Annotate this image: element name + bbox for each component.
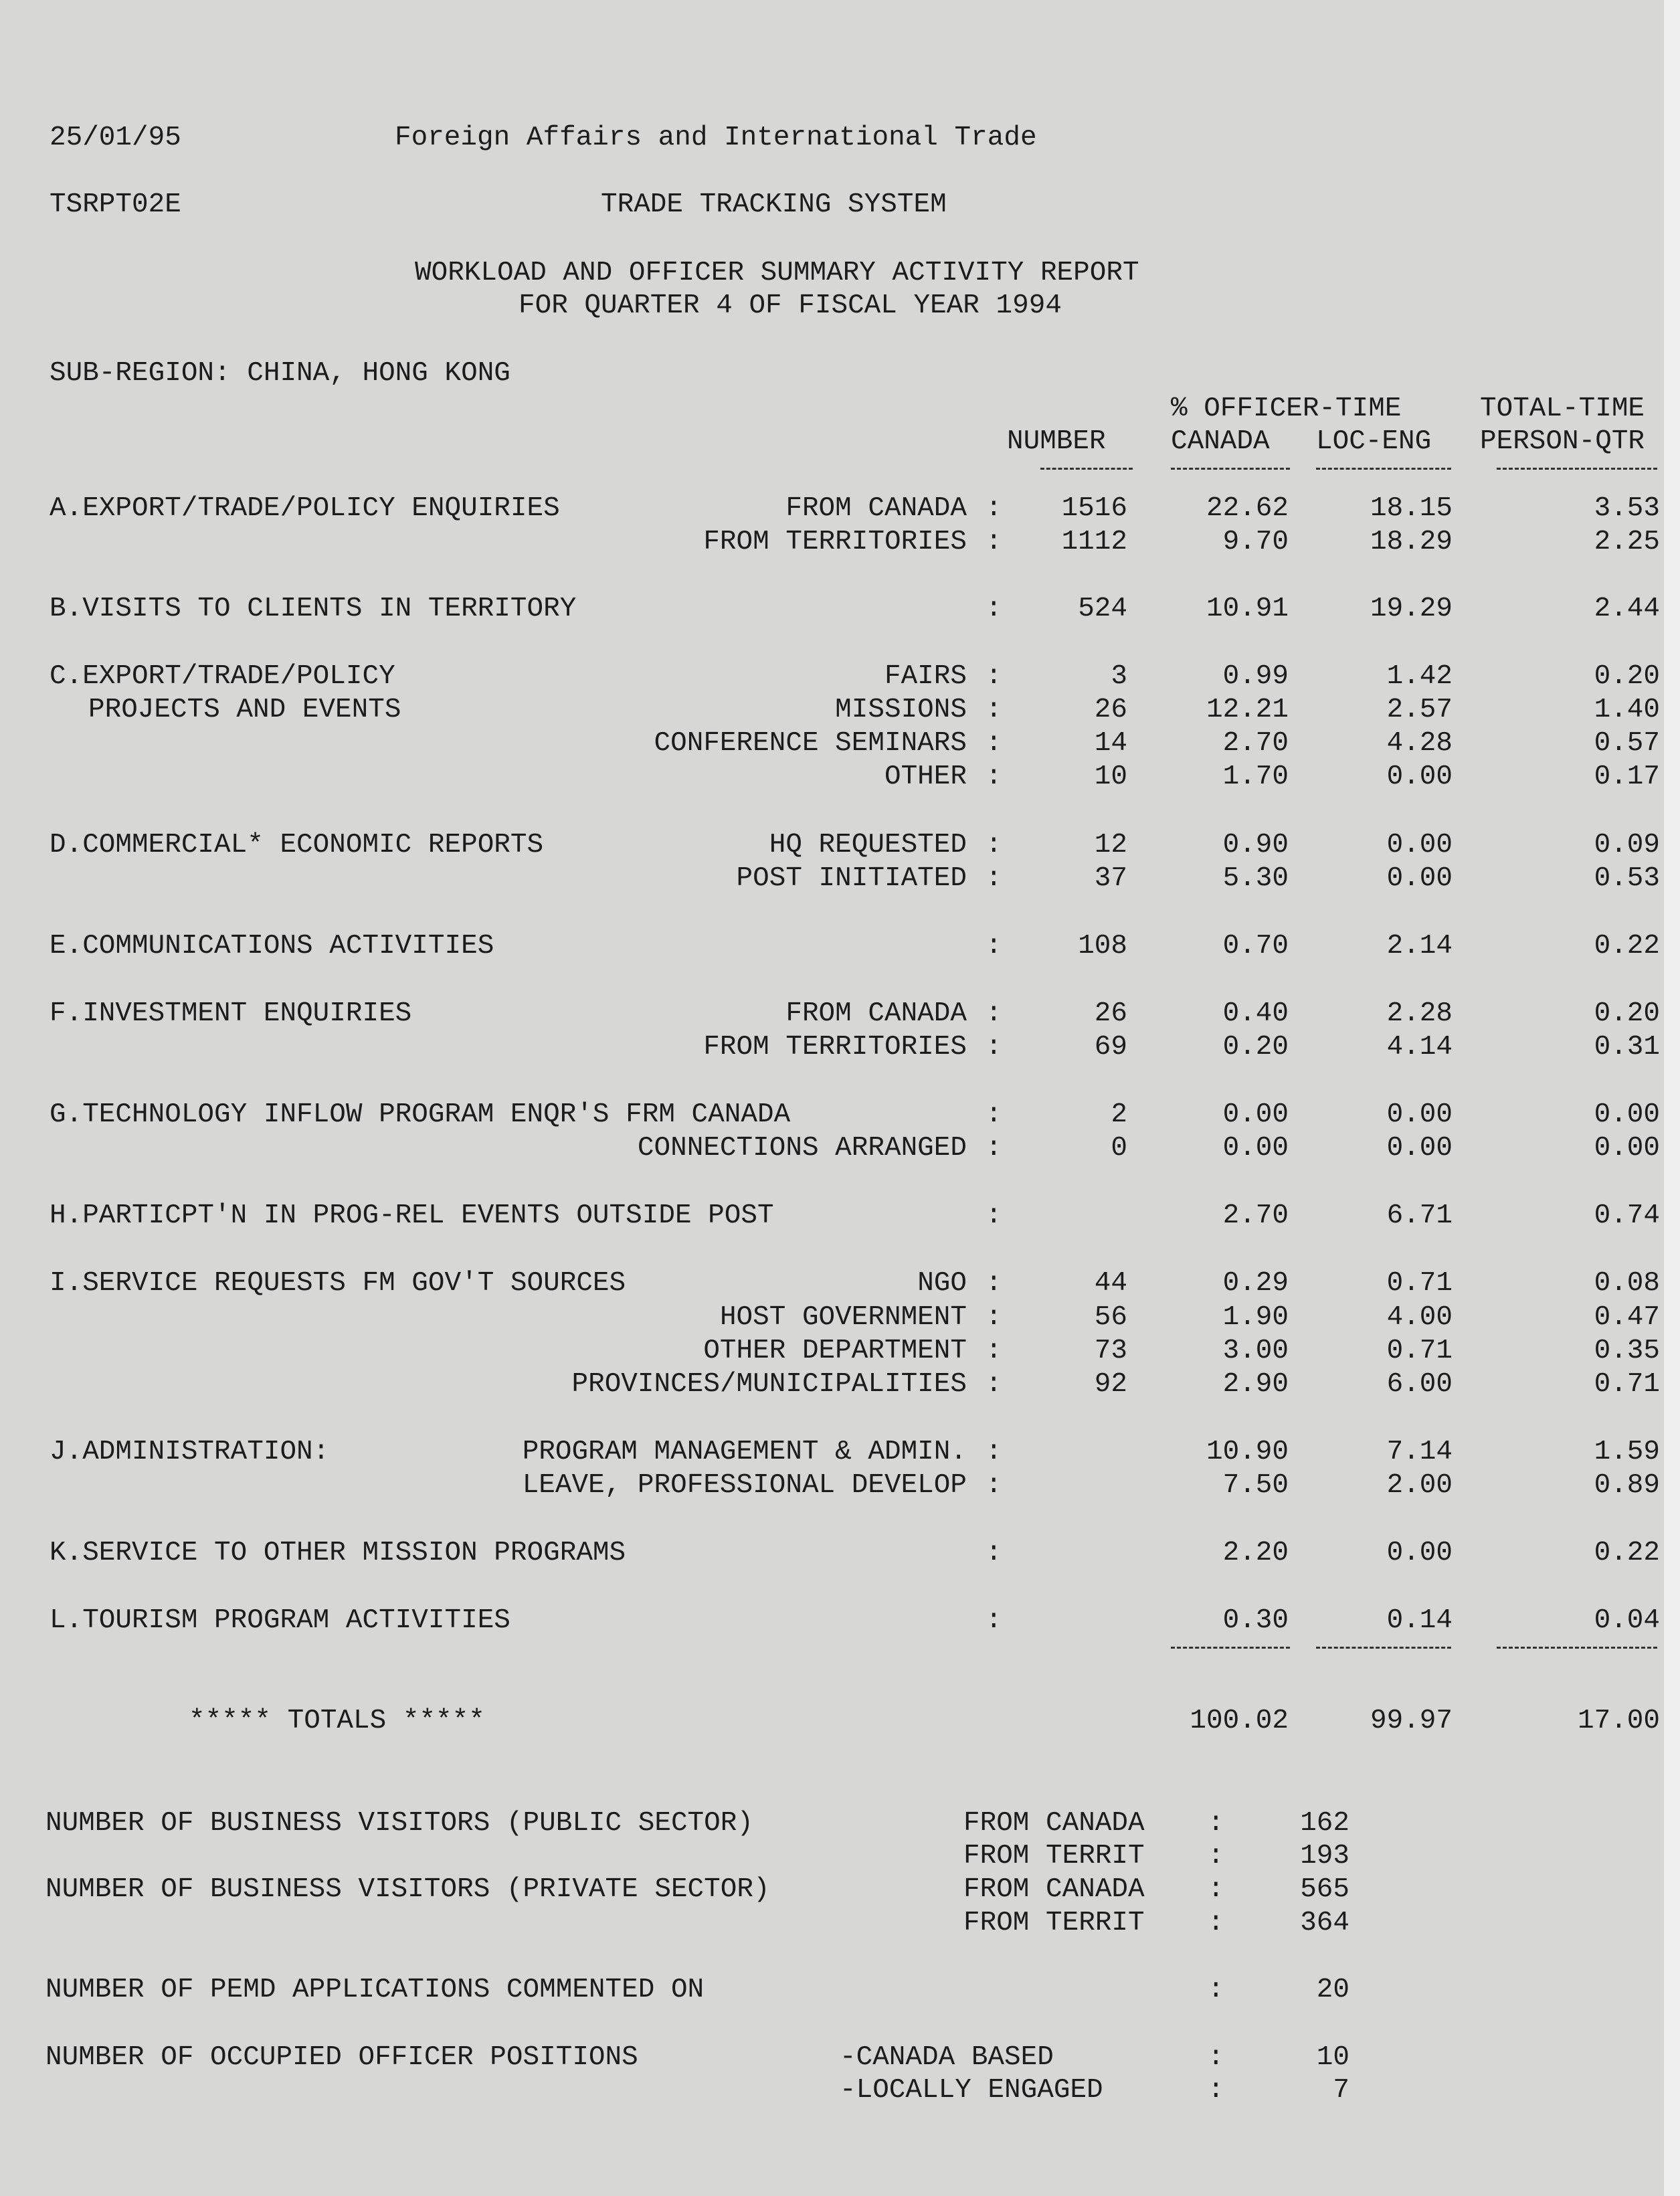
row-colon: : xyxy=(986,1200,1002,1231)
table-row xyxy=(0,492,1680,525)
loc-eng-cell: 0.71 xyxy=(1386,1268,1453,1299)
canada-cell: 12.21 xyxy=(1206,695,1289,725)
loc-eng-cell: 4.14 xyxy=(1386,1032,1453,1063)
canada-cell: 0.99 xyxy=(1222,661,1289,692)
loc-eng-cell: 0.00 xyxy=(1386,761,1453,792)
person-qtr-cell: 3.53 xyxy=(1594,493,1660,524)
canada-based-value: 10 xyxy=(1316,2042,1349,2073)
number-cell: 10 xyxy=(1094,761,1127,792)
canada-cell: 1.90 xyxy=(1222,1302,1289,1333)
number-cell: 26 xyxy=(1094,695,1127,725)
loc-eng-cell: 6.71 xyxy=(1386,1200,1453,1231)
row-label: E.COMMUNICATIONS ACTIVITIES xyxy=(50,931,494,962)
from-territ-label: FROM TERRIT xyxy=(963,1841,1145,1871)
row-sublabel: HQ REQUESTED xyxy=(769,830,967,860)
table-row xyxy=(0,997,1680,1030)
canada-cell: 1.70 xyxy=(1222,761,1289,792)
person-qtr-cell: 2.44 xyxy=(1594,593,1660,624)
person-qtr-cell: 0.31 xyxy=(1594,1032,1660,1063)
canada-cell: 0.30 xyxy=(1222,1605,1289,1636)
row-label: PROJECTS AND EVENTS xyxy=(88,695,401,725)
totals-label: ***** TOTALS ***** xyxy=(189,1706,485,1736)
loc-eng-cell: 4.28 xyxy=(1386,728,1453,759)
row-colon: : xyxy=(986,1437,1002,1467)
canada-cell: 10.91 xyxy=(1206,593,1289,624)
row-sublabel: MISSIONS xyxy=(835,695,967,725)
column-header-row-2 xyxy=(0,425,1680,458)
table-row xyxy=(0,1368,1680,1401)
row-colon: : xyxy=(986,1032,1002,1063)
table-row xyxy=(0,592,1680,626)
person-qtr-cell: 0.22 xyxy=(1594,1538,1660,1568)
footer-colon: : xyxy=(1208,1841,1224,1871)
row-label: D.COMMERCIAL* ECONOMIC REPORTS xyxy=(50,830,544,860)
person-qtr-cell: 0.57 xyxy=(1594,728,1660,759)
person-qtr-cell: 0.17 xyxy=(1594,761,1660,792)
row-sublabel: FROM TERRITORIES xyxy=(703,1032,967,1063)
row-colon: : xyxy=(986,1302,1002,1333)
person-qtr-cell: 0.22 xyxy=(1594,931,1660,962)
number-cell: 1516 xyxy=(1061,493,1127,524)
table-row xyxy=(0,1267,1680,1300)
table-row xyxy=(0,929,1680,963)
row-colon: : xyxy=(986,1133,1002,1164)
row-colon: : xyxy=(986,830,1002,860)
loc-eng-cell: 18.29 xyxy=(1370,527,1453,557)
row-colon: : xyxy=(986,1268,1002,1299)
locally-engaged-label: -LOCALLY ENGAGED xyxy=(840,2075,1103,2106)
row-colon: : xyxy=(986,998,1002,1029)
number-cell: 524 xyxy=(1078,593,1127,624)
loc-eng-cell: 2.14 xyxy=(1386,931,1453,962)
row-colon: : xyxy=(986,863,1002,894)
header-line-1 xyxy=(0,121,1680,155)
canada-cell: 0.20 xyxy=(1222,1032,1289,1063)
row-sublabel: NGO xyxy=(917,1268,967,1299)
row-label: J.ADMINISTRATION: xyxy=(50,1437,330,1467)
canada-underline xyxy=(1171,468,1290,470)
canada-cell: 2.90 xyxy=(1222,1369,1289,1400)
total-time-header: TOTAL-TIME xyxy=(1480,393,1645,424)
row-label: G.TECHNOLOGY INFLOW PROGRAM ENQR'S FRM CANADA xyxy=(50,1099,791,1130)
public-visitors-label: NUMBER OF BUSINESS VISITORS (PUBLIC SECTOR) xyxy=(45,1808,753,1839)
row-sublabel: POST INITIATED xyxy=(736,863,967,894)
person-qtr-cell: 2.25 xyxy=(1594,527,1660,557)
loc-eng-cell: 6.00 xyxy=(1386,1369,1453,1400)
canada-cell: 10.90 xyxy=(1206,1437,1289,1467)
row-colon: : xyxy=(986,1369,1002,1400)
number-underline xyxy=(1040,468,1133,470)
table-row xyxy=(0,660,1680,693)
loc-eng-cell: 0.71 xyxy=(1386,1336,1453,1366)
column-header-underline xyxy=(0,458,1680,492)
totals-row xyxy=(0,1704,1680,1738)
person-qtr-cell: 0.35 xyxy=(1594,1336,1660,1366)
canada-total: 100.02 xyxy=(1190,1706,1289,1736)
subregion-line xyxy=(0,357,1680,390)
canada-based-label: -CANADA BASED xyxy=(840,2042,1054,2073)
table-row xyxy=(0,828,1680,862)
row-colon: : xyxy=(986,1605,1002,1636)
number-cell: 3 xyxy=(1111,661,1127,692)
canada-cell: 22.62 xyxy=(1206,493,1289,524)
private-visitors-label: NUMBER OF BUSINESS VISITORS (PRIVATE SECTOR) xyxy=(45,1874,770,1905)
loc-eng-header: LOC-ENG xyxy=(1316,426,1432,457)
row-sublabel: OTHER xyxy=(884,761,967,792)
person-qtr-cell: 0.53 xyxy=(1594,863,1660,894)
subregion: SUB-REGION: CHINA, HONG KONG xyxy=(50,358,510,389)
private-from-territ-value: 364 xyxy=(1300,1908,1349,1938)
person-qtr-cell: 0.74 xyxy=(1594,1200,1660,1231)
canada-cell: 3.00 xyxy=(1222,1336,1289,1366)
row-colon: : xyxy=(986,661,1002,692)
person-qtr-cell: 0.20 xyxy=(1594,661,1660,692)
row-label: I.SERVICE REQUESTS FM GOV'T SOURCES xyxy=(50,1268,626,1299)
number-cell: 12 xyxy=(1094,830,1127,860)
public-from-canada-value: 162 xyxy=(1300,1808,1349,1839)
footer-colon: : xyxy=(1208,2042,1224,2073)
person-qtr-total-rule xyxy=(1497,1647,1657,1649)
row-sublabel: PROVINCES/MUNICIPALITIES xyxy=(571,1369,967,1400)
row-colon: : xyxy=(986,1336,1002,1366)
pemd-label: NUMBER OF PEMD APPLICATIONS COMMENTED ON xyxy=(45,1975,705,2005)
person-qtr-cell: 0.08 xyxy=(1594,1268,1660,1299)
from-territ-label: FROM TERRIT xyxy=(963,1908,1145,1938)
private-visitors-row xyxy=(0,1873,1680,1906)
person-qtr-underline xyxy=(1497,468,1657,470)
person-qtr-cell: 0.04 xyxy=(1594,1605,1660,1636)
loc-eng-cell: 18.15 xyxy=(1370,493,1453,524)
row-colon: : xyxy=(986,931,1002,962)
table-row xyxy=(0,1334,1680,1368)
canada-cell: 2.70 xyxy=(1222,728,1289,759)
report-date: 25/01/95 xyxy=(50,122,181,153)
from-canada-label: FROM CANADA xyxy=(963,1874,1145,1905)
from-canada-label: FROM CANADA xyxy=(963,1808,1145,1839)
row-colon: : xyxy=(986,695,1002,725)
row-label: H.PARTICPT'N IN PROG-REL EVENTS OUTSIDE POST xyxy=(50,1200,774,1231)
number-cell: 69 xyxy=(1094,1032,1127,1063)
person-qtr-total: 17.00 xyxy=(1577,1706,1660,1736)
canada-cell: 0.29 xyxy=(1222,1268,1289,1299)
row-colon: : xyxy=(986,527,1002,557)
loc-eng-total: 99.97 xyxy=(1370,1706,1453,1736)
footer-colon: : xyxy=(1208,1908,1224,1938)
row-label: L.TOURISM PROGRAM ACTIVITIES xyxy=(50,1605,510,1636)
number-cell: 92 xyxy=(1094,1369,1127,1400)
title-line-2 xyxy=(0,289,1680,323)
number-cell: 1112 xyxy=(1061,527,1127,557)
row-sublabel: PROGRAM MANAGEMENT & ADMIN. xyxy=(522,1437,967,1467)
canada-cell: 2.20 xyxy=(1222,1538,1289,1568)
row-sublabel: FROM CANADA xyxy=(785,493,967,524)
canada-cell: 0.40 xyxy=(1222,998,1289,1029)
loc-eng-cell: 19.29 xyxy=(1370,593,1453,624)
person-qtr-cell: 0.47 xyxy=(1594,1302,1660,1333)
table-row xyxy=(0,1604,1680,1637)
row-sublabel: FROM CANADA xyxy=(785,998,967,1029)
canada-total-rule xyxy=(1171,1647,1290,1649)
pemd-row xyxy=(0,1973,1680,2007)
loc-eng-cell: 2.00 xyxy=(1386,1470,1453,1501)
loc-eng-cell: 7.14 xyxy=(1386,1437,1453,1467)
loc-eng-cell: 1.42 xyxy=(1386,661,1453,692)
row-sublabel: CONNECTIONS ARRANGED xyxy=(637,1133,967,1164)
scan-edge xyxy=(1664,0,1680,2196)
positions-label: NUMBER OF OCCUPIED OFFICER POSITIONS xyxy=(45,2042,638,2073)
table-row xyxy=(0,862,1680,895)
number-cell: 2 xyxy=(1111,1099,1127,1130)
number-cell: 44 xyxy=(1094,1268,1127,1299)
number-cell: 56 xyxy=(1094,1302,1127,1333)
title-line-1 xyxy=(0,256,1680,290)
number-cell: 26 xyxy=(1094,998,1127,1029)
person-qtr-cell: 1.40 xyxy=(1594,695,1660,725)
system-name: TRADE TRACKING SYSTEM xyxy=(601,189,947,220)
person-qtr-cell: 0.20 xyxy=(1594,998,1660,1029)
loc-eng-cell: 4.00 xyxy=(1386,1302,1453,1333)
loc-eng-cell: 0.00 xyxy=(1386,1538,1453,1568)
person-qtr-header: PERSON-QTR xyxy=(1480,426,1645,457)
loc-eng-total-rule xyxy=(1316,1647,1451,1649)
number-header: NUMBER xyxy=(1007,426,1106,457)
table-row xyxy=(0,1131,1680,1165)
row-label: C.EXPORT/TRADE/POLICY xyxy=(50,661,395,692)
table-row xyxy=(0,1098,1680,1131)
loc-eng-cell: 0.00 xyxy=(1386,863,1453,894)
totals-underline xyxy=(0,1637,1680,1671)
report-id: TSRPT02E xyxy=(50,189,181,220)
positions-row xyxy=(0,2041,1680,2074)
private-visitors-row-2 xyxy=(0,1906,1680,1940)
person-qtr-cell: 1.59 xyxy=(1594,1437,1660,1467)
canada-cell: 0.90 xyxy=(1222,830,1289,860)
public-visitors-row xyxy=(0,1807,1680,1840)
header-line-2 xyxy=(0,188,1680,221)
report-period: FOR QUARTER 4 OF FISCAL YEAR 1994 xyxy=(519,290,1062,321)
canada-cell: 5.30 xyxy=(1222,863,1289,894)
number-cell: 0 xyxy=(1111,1133,1127,1164)
table-row xyxy=(0,693,1680,727)
row-colon: : xyxy=(986,493,1002,524)
report-title: WORKLOAD AND OFFICER SUMMARY ACTIVITY REPORT xyxy=(415,258,1139,288)
row-colon: : xyxy=(986,1470,1002,1501)
locally-engaged-value: 7 xyxy=(1333,2075,1349,2106)
person-qtr-cell: 0.00 xyxy=(1594,1099,1660,1130)
row-sublabel: LEAVE, PROFESSIONAL DEVELOP xyxy=(522,1470,967,1501)
footer-colon: : xyxy=(1208,2075,1224,2106)
loc-eng-cell: 0.14 xyxy=(1386,1605,1453,1636)
number-cell: 14 xyxy=(1094,728,1127,759)
loc-eng-cell: 0.00 xyxy=(1386,1133,1453,1164)
canada-cell: 9.70 xyxy=(1222,527,1289,557)
table-row xyxy=(0,1199,1680,1232)
loc-eng-cell: 2.28 xyxy=(1386,998,1453,1029)
number-cell: 37 xyxy=(1094,863,1127,894)
footer-colon: : xyxy=(1208,1808,1224,1839)
row-colon: : xyxy=(986,761,1002,792)
row-label: F.INVESTMENT ENQUIRIES xyxy=(50,998,412,1029)
row-sublabel: OTHER DEPARTMENT xyxy=(703,1336,967,1366)
row-colon: : xyxy=(986,728,1002,759)
column-header-row-1 xyxy=(0,392,1680,426)
row-sublabel: FROM TERRITORIES xyxy=(703,527,967,557)
positions-row-2 xyxy=(0,2074,1680,2107)
row-sublabel: HOST GOVERNMENT xyxy=(719,1302,967,1333)
row-label: B.VISITS TO CLIENTS IN TERRITORY xyxy=(50,593,577,624)
department-name: Foreign Affairs and International Trade xyxy=(395,122,1037,153)
loc-eng-underline xyxy=(1316,468,1451,470)
table-row xyxy=(0,1030,1680,1064)
person-qtr-cell: 0.00 xyxy=(1594,1133,1660,1164)
table-row xyxy=(0,1301,1680,1334)
canada-cell: 0.70 xyxy=(1222,931,1289,962)
public-visitors-row-2 xyxy=(0,1839,1680,1873)
table-row xyxy=(0,760,1680,794)
number-cell: 73 xyxy=(1094,1336,1127,1366)
footer-colon: : xyxy=(1208,1874,1224,1905)
footer-colon: : xyxy=(1208,1975,1224,2005)
public-from-territ-value: 193 xyxy=(1300,1841,1349,1871)
row-sublabel: CONFERENCE SEMINARS xyxy=(654,728,967,759)
private-from-canada-value: 565 xyxy=(1300,1874,1349,1905)
canada-cell: 0.00 xyxy=(1222,1133,1289,1164)
loc-eng-cell: 0.00 xyxy=(1386,1099,1453,1130)
canada-cell: 2.70 xyxy=(1222,1200,1289,1231)
loc-eng-cell: 0.00 xyxy=(1386,830,1453,860)
number-cell: 108 xyxy=(1078,931,1127,962)
row-sublabel: FAIRS xyxy=(884,661,967,692)
table-row xyxy=(0,1435,1680,1469)
table-row xyxy=(0,525,1680,559)
row-colon: : xyxy=(986,593,1002,624)
row-colon: : xyxy=(986,1099,1002,1130)
pemd-value: 20 xyxy=(1316,1975,1349,2005)
canada-cell: 7.50 xyxy=(1222,1470,1289,1501)
table-row xyxy=(0,1469,1680,1502)
person-qtr-cell: 0.71 xyxy=(1594,1369,1660,1400)
row-colon: : xyxy=(986,1538,1002,1568)
loc-eng-cell: 2.57 xyxy=(1386,695,1453,725)
table-row xyxy=(0,727,1680,760)
row-label: A.EXPORT/TRADE/POLICY ENQUIRIES xyxy=(50,493,560,524)
row-label: K.SERVICE TO OTHER MISSION PROGRAMS xyxy=(50,1538,626,1568)
canada-header: CANADA xyxy=(1171,426,1270,457)
officer-time-header: % OFFICER-TIME xyxy=(1171,393,1402,424)
person-qtr-cell: 0.89 xyxy=(1594,1470,1660,1501)
person-qtr-cell: 0.09 xyxy=(1594,830,1660,860)
table-row xyxy=(0,1536,1680,1570)
canada-cell: 0.00 xyxy=(1222,1099,1289,1130)
